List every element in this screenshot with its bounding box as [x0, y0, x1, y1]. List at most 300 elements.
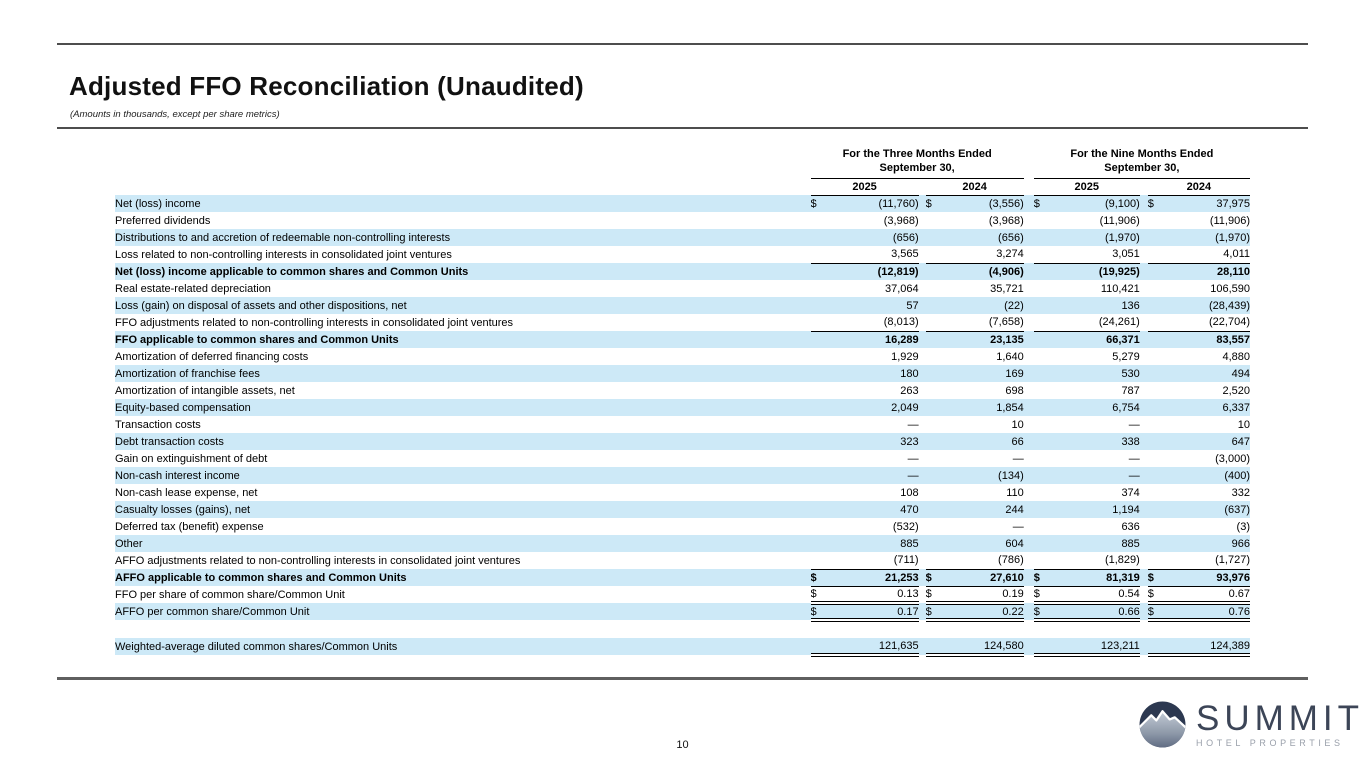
mountain-icon	[1138, 700, 1187, 749]
currency-cell	[811, 229, 829, 246]
currency-cell	[1034, 280, 1052, 297]
column-gap	[919, 348, 926, 365]
table-row	[115, 263, 1250, 280]
value-cell: 37,975	[1166, 195, 1250, 212]
value-cell: 885	[1052, 535, 1140, 552]
currency-cell	[926, 348, 944, 365]
row-label: Other	[115, 535, 811, 552]
currency-cell	[1148, 433, 1166, 450]
value-cell: 93,976	[1166, 569, 1250, 586]
value-cell: 787	[1121, 384, 1140, 397]
value-cell: 3,051	[1052, 246, 1140, 263]
year-header: 2024	[1148, 178, 1250, 195]
currency-cell	[1034, 518, 1052, 535]
column-gap	[1140, 399, 1148, 416]
column-gap	[1140, 331, 1148, 348]
row-label: Casualty losses (gains), net	[115, 501, 811, 518]
currency-cell	[811, 484, 829, 501]
currency-cell	[1148, 297, 1166, 314]
value-cell: (12,819)	[829, 263, 919, 280]
column-gap	[1140, 433, 1148, 450]
currency-cell	[926, 331, 944, 348]
currency-cell	[1034, 501, 1052, 518]
column-gap	[1140, 552, 1148, 569]
value-cell: (3,968)	[988, 214, 1024, 227]
value-cell: (532)	[892, 520, 919, 533]
table-row	[115, 416, 1250, 433]
currency-cell	[1034, 382, 1052, 399]
currency-cell	[926, 638, 944, 655]
row-label: Loss (gain) on disposal of assets and other dispositions, net	[115, 297, 811, 314]
table-row	[115, 246, 1250, 263]
value-cell: 81,319	[1052, 569, 1140, 586]
column-gap	[919, 365, 926, 382]
value-cell: 338	[1052, 433, 1140, 450]
row-label: Equity-based compensation	[115, 399, 811, 416]
value-cell: 2,520	[1222, 384, 1250, 397]
currency-cell	[926, 280, 944, 297]
column-gap	[1024, 638, 1034, 655]
currency-cell	[811, 365, 829, 382]
value-cell: 37,064	[884, 282, 919, 295]
value-cell: —	[829, 467, 919, 484]
value-cell: 57	[829, 297, 919, 314]
currency-cell	[811, 246, 829, 263]
table-row	[115, 280, 1250, 297]
currency-cell: $	[811, 195, 829, 212]
value-cell: 4,880	[1222, 350, 1250, 363]
currency-cell	[1034, 297, 1052, 314]
value-cell: 244	[944, 501, 1024, 518]
column-gap	[919, 195, 926, 212]
value-cell: (22)	[944, 297, 1024, 314]
table-row	[115, 467, 1250, 484]
value-cell: 16,289	[829, 331, 919, 348]
value-cell: (1,829)	[1052, 552, 1140, 569]
row-label: FFO applicable to common shares and Common Units	[115, 331, 811, 348]
column-gap	[1140, 314, 1148, 331]
table-row	[115, 382, 1250, 399]
currency-cell	[1034, 365, 1052, 382]
column-gap	[1024, 229, 1034, 246]
value-cell: 1,640	[996, 350, 1024, 363]
table-row	[115, 195, 1250, 212]
row-label: Preferred dividends	[115, 214, 211, 227]
currency-cell	[1148, 484, 1166, 501]
value-cell: (1,970)	[1166, 229, 1250, 246]
value-cell: 10	[1011, 418, 1024, 431]
column-gap	[919, 484, 926, 501]
value-cell: 323	[829, 433, 919, 450]
value-cell: 3,274	[944, 246, 1024, 263]
value-cell: (400)	[1166, 467, 1250, 484]
currency-cell	[1034, 416, 1052, 433]
value-cell: 332	[1231, 486, 1250, 499]
value-cell: 1,929	[891, 350, 919, 363]
value-cell: —	[1012, 452, 1024, 465]
row-label: FFO adjustments related to non-controlling interests in consolidated joint ventures	[115, 316, 514, 329]
row-label: Non-cash interest income	[115, 467, 811, 484]
value-cell: (22,704)	[1166, 314, 1250, 331]
row-label: Transaction costs	[115, 418, 201, 431]
table-row	[115, 501, 1250, 518]
row-label: Loss related to non-controlling interests in consolidated joint ventures	[115, 248, 452, 261]
row-label: Amortization of franchise fees	[115, 365, 811, 382]
currency-cell	[811, 297, 829, 314]
value-cell: (7,658)	[944, 314, 1024, 331]
value-cell: (1,727)	[1166, 552, 1250, 569]
column-gap	[1140, 518, 1148, 535]
table-row	[115, 348, 1250, 365]
table-row	[115, 450, 1250, 467]
value-cell: (4,906)	[944, 263, 1024, 280]
top-rule	[57, 43, 1308, 45]
column-gap	[1140, 348, 1148, 365]
page-subtitle: (Amounts in thousands, except per share metrics)	[70, 109, 280, 120]
currency-cell	[1148, 331, 1166, 348]
currency-cell	[1034, 552, 1052, 569]
value-cell: 35,721	[990, 282, 1024, 295]
page-title: Adjusted FFO Reconciliation (Unaudited)	[69, 71, 584, 101]
currency-cell	[1034, 638, 1052, 655]
column-gap	[1140, 569, 1148, 586]
row-label: Net (loss) income applicable to common shares and Common Units	[115, 263, 811, 280]
currency-cell	[811, 382, 829, 399]
logo-wordmark: SUMMIT	[1196, 698, 1365, 738]
value-cell: (11,906)	[1209, 214, 1250, 227]
currency-cell	[1034, 535, 1052, 552]
currency-cell	[1148, 638, 1166, 655]
column-gap	[919, 416, 926, 433]
value-cell: (19,925)	[1052, 263, 1140, 280]
value-cell: 530	[1052, 365, 1140, 382]
column-gap	[1140, 638, 1148, 655]
column-gap	[919, 586, 926, 603]
column-gap	[1140, 416, 1148, 433]
currency-cell	[1034, 484, 1052, 501]
currency-cell	[926, 535, 944, 552]
table-row	[115, 297, 1250, 314]
column-gap	[919, 638, 926, 655]
value-cell: (8,013)	[829, 314, 919, 331]
column-gap	[1140, 450, 1148, 467]
value-cell: 83,557	[1166, 331, 1250, 348]
value-cell: 0.22	[944, 603, 1024, 620]
column-gap	[1140, 195, 1148, 212]
column-gap	[1024, 518, 1034, 535]
row-label: Non-cash lease expense, net	[115, 486, 258, 499]
currency-cell: $	[1148, 569, 1166, 586]
value-cell: 27,610	[944, 569, 1024, 586]
column-gap	[1024, 450, 1034, 467]
value-cell: (711)	[829, 552, 919, 569]
column-group-nine-months: For the Nine Months Ended September 30,	[1034, 147, 1250, 178]
currency-cell	[1034, 246, 1052, 263]
row-label: AFFO per common share/Common Unit	[115, 603, 811, 620]
currency-cell	[1148, 382, 1166, 399]
column-gap	[1140, 178, 1148, 195]
value-cell: 6,337	[1166, 399, 1250, 416]
column-gap	[919, 535, 926, 552]
column-gap	[919, 382, 926, 399]
value-cell: 180	[829, 365, 919, 382]
column-gap	[919, 178, 926, 195]
column-gap	[919, 433, 926, 450]
column-gap	[1024, 212, 1034, 229]
row-label: Real estate-related depreciation	[115, 282, 271, 295]
currency-cell	[1148, 246, 1166, 263]
currency-cell: $	[811, 586, 829, 603]
column-gap	[1140, 603, 1148, 620]
column-group-three-months: For the Three Months Ended September 30,	[811, 147, 1024, 178]
value-cell: 885	[829, 535, 919, 552]
currency-cell: $	[1148, 195, 1166, 212]
column-gap	[1140, 467, 1148, 484]
row-label: Weighted-average diluted common shares/Common Units	[115, 638, 811, 655]
currency-cell: $	[926, 603, 944, 620]
currency-cell	[1034, 348, 1052, 365]
currency-cell	[1148, 348, 1166, 365]
value-cell: —	[907, 452, 919, 465]
value-cell: 374	[1121, 486, 1140, 499]
title-rule	[57, 127, 1308, 129]
row-label: AFFO adjustments related to non-controlling interests in consolidated joint ventures	[115, 554, 521, 567]
currency-cell	[926, 552, 944, 569]
currency-cell	[926, 229, 944, 246]
currency-cell	[1148, 450, 1166, 467]
currency-cell	[811, 416, 829, 433]
currency-cell	[926, 246, 944, 263]
currency-cell	[811, 450, 829, 467]
column-gap	[1024, 178, 1034, 195]
column-gap	[1024, 603, 1034, 620]
currency-cell	[1034, 314, 1052, 331]
column-gap	[1140, 263, 1148, 280]
column-gap	[1140, 229, 1148, 246]
column-gap	[919, 314, 926, 331]
row-label: Gain on extinguishment of debt	[115, 452, 268, 465]
table-row	[115, 535, 1250, 552]
table-row	[115, 399, 1250, 416]
currency-cell	[811, 518, 829, 535]
currency-cell	[1034, 331, 1052, 348]
currency-cell	[1148, 365, 1166, 382]
value-cell: (1,970)	[1052, 229, 1140, 246]
column-gap	[1140, 484, 1148, 501]
value-cell: —	[1128, 452, 1140, 465]
value-cell: 124,389	[1166, 638, 1250, 655]
row-label: FFO per share of common share/Common Unit	[115, 588, 345, 601]
page-number: 10	[676, 739, 689, 751]
value-cell: (24,261)	[1052, 314, 1140, 331]
currency-cell	[1148, 467, 1166, 484]
spacer-row	[115, 620, 1250, 638]
column-gap	[1140, 535, 1148, 552]
value-cell: 124,580	[944, 638, 1024, 655]
currency-cell: $	[811, 569, 829, 586]
value-cell: 106,590	[1210, 282, 1250, 295]
value-cell: 2,049	[829, 399, 919, 416]
currency-cell	[926, 501, 944, 518]
value-cell: 10	[1237, 418, 1250, 431]
year-header: 2024	[926, 178, 1024, 195]
currency-cell	[926, 433, 944, 450]
currency-cell: $	[926, 569, 944, 586]
currency-cell	[811, 314, 829, 331]
column-gap	[1024, 147, 1034, 178]
currency-cell	[1034, 229, 1052, 246]
column-gap	[919, 450, 926, 467]
value-cell: 3,565	[829, 246, 919, 263]
column-gap	[1024, 552, 1034, 569]
currency-cell	[1148, 212, 1166, 229]
currency-cell	[1034, 433, 1052, 450]
value-cell: 136	[1052, 297, 1140, 314]
value-cell: (11,760)	[829, 195, 919, 212]
value-cell: (9,100)	[1052, 195, 1140, 212]
value-cell: 494	[1166, 365, 1250, 382]
currency-cell	[926, 212, 944, 229]
column-gap	[1024, 382, 1034, 399]
currency-cell	[1034, 263, 1052, 280]
column-gap	[1024, 484, 1034, 501]
table-row	[115, 365, 1250, 382]
value-cell: (134)	[944, 467, 1024, 484]
currency-cell	[1148, 229, 1166, 246]
currency-cell	[926, 382, 944, 399]
value-cell: 0.76	[1166, 603, 1250, 620]
currency-cell	[811, 331, 829, 348]
value-cell: 108	[900, 486, 919, 499]
row-label: Distributions to and accretion of redeemable non-controlling interests	[115, 229, 811, 246]
currency-cell	[1034, 212, 1052, 229]
affo-reconciliation-table	[115, 147, 1250, 657]
currency-cell	[926, 416, 944, 433]
currency-cell	[1034, 450, 1052, 467]
column-gap	[1024, 195, 1034, 212]
column-gap	[1140, 212, 1148, 229]
column-gap	[919, 331, 926, 348]
value-cell: 0.66	[1052, 603, 1140, 620]
currency-cell	[811, 280, 829, 297]
table-row	[115, 331, 1250, 348]
value-cell: —	[907, 418, 919, 431]
table-row	[115, 433, 1250, 450]
currency-cell: $	[1034, 569, 1052, 586]
currency-cell	[1148, 399, 1166, 416]
year-header: 2025	[1034, 178, 1140, 195]
table-row	[115, 484, 1250, 501]
table-row	[115, 552, 1250, 569]
value-cell: (3,556)	[944, 195, 1024, 212]
value-cell: (11,906)	[1099, 214, 1140, 227]
column-gap	[919, 467, 926, 484]
column-gap	[1024, 535, 1034, 552]
value-cell: 6,754	[1052, 399, 1140, 416]
currency-cell	[1034, 399, 1052, 416]
column-gap	[1024, 314, 1034, 331]
column-gap	[919, 246, 926, 263]
currency-cell	[926, 467, 944, 484]
column-gap	[1024, 501, 1034, 518]
row-label: Net (loss) income	[115, 195, 811, 212]
currency-cell: $	[811, 603, 829, 620]
year-header: 2025	[811, 178, 919, 195]
column-gap	[1024, 467, 1034, 484]
currency-cell: $	[926, 195, 944, 212]
currency-cell: $	[1034, 586, 1052, 603]
currency-cell	[811, 501, 829, 518]
currency-cell	[926, 263, 944, 280]
column-gap	[1024, 263, 1034, 280]
column-gap	[1024, 365, 1034, 382]
column-gap	[919, 501, 926, 518]
value-cell: 0.67	[1166, 586, 1250, 603]
currency-cell	[811, 212, 829, 229]
currency-cell	[926, 399, 944, 416]
currency-cell: $	[1034, 195, 1052, 212]
value-cell: 1,854	[944, 399, 1024, 416]
column-gap	[919, 399, 926, 416]
value-cell: —	[1128, 418, 1140, 431]
table-row	[115, 586, 1250, 603]
column-gap	[1140, 280, 1148, 297]
column-gap	[1024, 586, 1034, 603]
currency-cell	[926, 297, 944, 314]
column-gap	[1024, 399, 1034, 416]
currency-cell	[1148, 501, 1166, 518]
value-cell: 5,279	[1112, 350, 1140, 363]
currency-cell: $	[1148, 586, 1166, 603]
currency-cell	[926, 518, 944, 535]
column-gap	[1024, 280, 1034, 297]
value-cell: 470	[829, 501, 919, 518]
value-cell: (28,439)	[1166, 297, 1250, 314]
currency-cell: $	[1148, 603, 1166, 620]
table-row	[115, 229, 1250, 246]
row-label: Deferred tax (benefit) expense	[115, 520, 264, 533]
table-row	[115, 518, 1250, 535]
value-cell: 636	[1121, 520, 1140, 533]
value-cell: 121,635	[829, 638, 919, 655]
year-header-row	[115, 178, 1250, 195]
value-cell: 4,011	[1166, 246, 1250, 263]
value-cell: 23,135	[944, 331, 1024, 348]
currency-cell: $	[1034, 603, 1052, 620]
value-cell: (656)	[944, 229, 1024, 246]
column-gap	[1140, 501, 1148, 518]
row-label: Amortization of intangible assets, net	[115, 384, 295, 397]
column-gap	[1024, 348, 1034, 365]
summit-logo	[1138, 700, 1364, 749]
value-cell: 66,371	[1052, 331, 1140, 348]
value-cell: 110	[1006, 486, 1024, 499]
table-row	[115, 212, 1250, 229]
column-gap	[1024, 246, 1034, 263]
column-gap	[919, 263, 926, 280]
currency-cell	[811, 433, 829, 450]
value-cell: 604	[944, 535, 1024, 552]
row-label: Amortization of deferred financing costs	[115, 350, 309, 363]
currency-cell	[811, 263, 829, 280]
table-row	[115, 603, 1250, 620]
currency-cell	[926, 365, 944, 382]
currency-cell	[1034, 467, 1052, 484]
column-gap	[919, 297, 926, 314]
value-cell: 28,110	[1166, 263, 1250, 280]
column-gap	[1140, 382, 1148, 399]
currency-cell	[1148, 535, 1166, 552]
